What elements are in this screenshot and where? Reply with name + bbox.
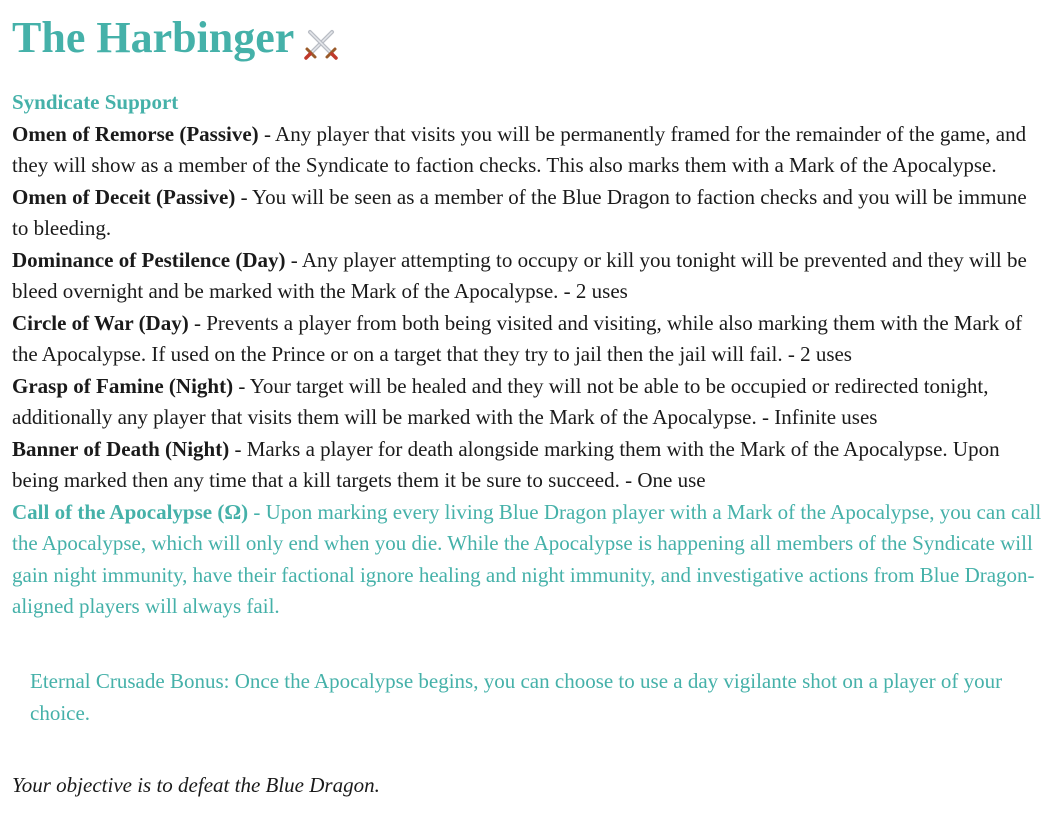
ability-description: - Marks a player for death alongside marking them with the Mark of the Apocalypse. Upon being marked then any time that a kill targets them it be sure to succeed. - One use [12, 436, 1000, 492]
ability-description: - Prevents a player from both being visited and visiting, while also marking them with the Mark of the Apocalypse. If used on the Prince or on a target that they try to jail then the jail will fail. - 2 uses [12, 310, 1023, 366]
bonus-text: Eternal Crusade Bonus: Once the Apocalypse begins, you can choose to use a day vigilante shot on a player of your choice. [30, 668, 1003, 725]
ability-omen-of-remorse [12, 119, 1044, 182]
ability-name: Banner of Death (Night) [12, 436, 230, 461]
title-row [12, 6, 1044, 70]
ability-list [12, 119, 1044, 623]
ability-description: - You will be seen as a member of the Blue Dragon to faction checks and you will be immune to bleeding. [12, 184, 1027, 240]
ability-name: Dominance of Pestilence (Day) [12, 247, 286, 272]
ability-description: - Upon marking every living Blue Dragon player with a Mark of the Apocalypse, you can call the Apocalypse, which will only end when you die. While the Apocalypse is happening all members of the Syndicate will gain night immunity, have their factional ignore healing and night immunity, and investigative actions from Blue Dragon-aligned players will always fail. [12, 499, 1042, 618]
page-title: The Harbinger [12, 13, 295, 62]
ability-name: Circle of War (Day) [12, 310, 189, 335]
ability-name: Omen of Remorse (Passive) [12, 121, 259, 146]
ability-dominance-of-pestilence [12, 245, 1044, 308]
ability-name: Grasp of Famine (Night) [12, 373, 234, 398]
ability-call-of-the-apocalypse [12, 497, 1044, 623]
objective-text: Your objective is to defeat the Blue Dragon. [12, 772, 380, 797]
section-label: Syndicate Support [12, 90, 179, 114]
ability-banner-of-death [12, 434, 1044, 497]
ability-description: - Any player attempting to occupy or kill you tonight will be prevented and they will be bleed overnight and be marked with the Mark of the Apocalypse. - 2 uses [12, 247, 1027, 303]
ability-circle-of-war [12, 308, 1044, 371]
ability-grasp-of-famine [12, 371, 1044, 434]
ability-description: - Your target will be healed and they will not be able to be occupied or redirected tonight, additionally any player that visits them will be marked with the Mark of the Apocalypse. - Infinite uses [12, 373, 989, 429]
ability-name: Omen of Deceit (Passive) [12, 184, 236, 209]
crossed-swords-icon [304, 26, 338, 60]
ability-name: Call of the Apocalypse (Ω) [12, 499, 249, 524]
ability-description: - Any player that visits you will be permanently framed for the remainder of the game, and they will show as a member of the Syndicate to faction checks. This also marks them with a Mark of the Apocalypse. [12, 121, 1027, 177]
ability-omen-of-deceit [12, 182, 1044, 245]
